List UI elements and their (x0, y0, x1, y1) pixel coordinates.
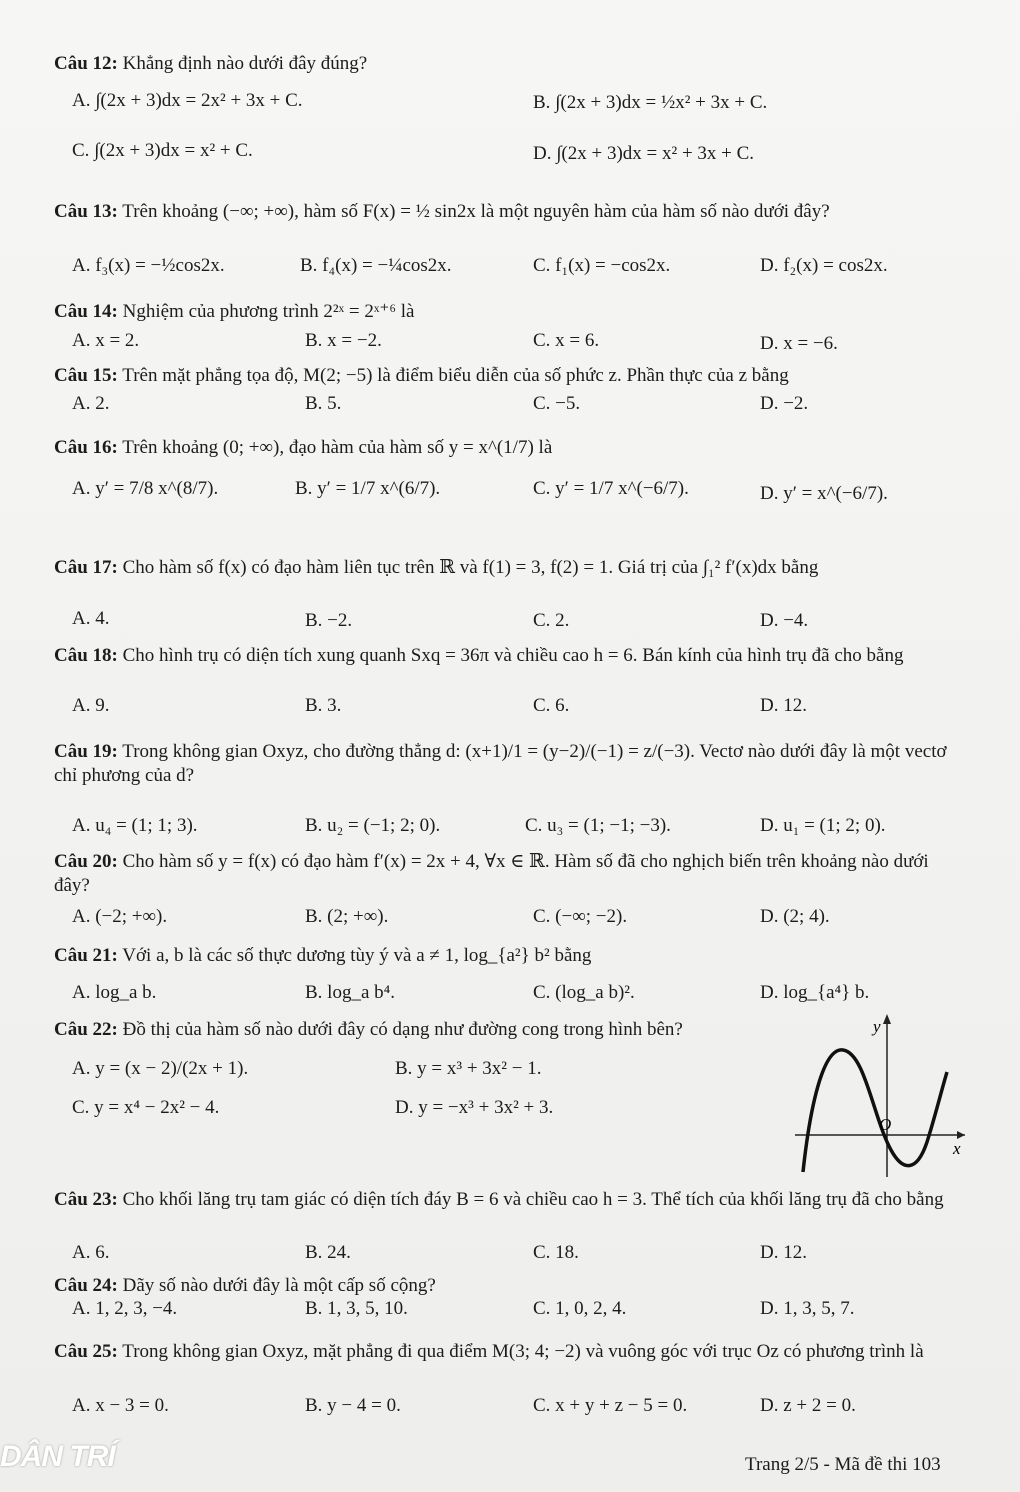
question-number-label: Câu 13: (54, 201, 118, 222)
question-number-label: Câu 20: (54, 851, 118, 872)
q16-option-b: B. y′ = 1/7 x^(6/7). (295, 478, 441, 499)
q18-option-b: B. 3. (305, 695, 342, 716)
q20-option-b: B. (2; +∞). (305, 906, 389, 927)
q20-option-d: D. (2; 4). (760, 906, 830, 927)
cubic-curve-graph (795, 1012, 970, 1180)
q17-option-b: B. −2. (305, 610, 353, 631)
q15-option-b: B. 5. (305, 393, 342, 414)
question-number-label: Câu 22: (54, 1019, 118, 1040)
question-25-stem: Câu 25: Trong không gian Oxyz, mặt phẳng đi qua điểm M(3; 4; −2) và vuông góc với trục Oz có phương trình là (54, 1341, 924, 1362)
question-22-stem: Câu 22: Đồ thị của hàm số nào dưới đây có dạng như đường cong trong hình bên? (54, 1019, 683, 1040)
question-13-stem: Câu 13: Trên khoảng (−∞; +∞), hàm số F(x) = ½ sin2x là một nguyên hàm của hàm số nào dưới đây? (54, 201, 830, 222)
q21-option-b: B. log_a b⁴. (305, 982, 396, 1003)
origin-label: O (879, 1115, 892, 1134)
question-number-label: Câu 21: (54, 945, 118, 966)
question-12-stem: Câu 12: Khẳng định nào dưới đây đúng? (54, 53, 368, 74)
q15-option-a: A. 2. (72, 393, 110, 414)
question-number-label: Câu 19: (54, 741, 118, 762)
question-number-label: Câu 24: (54, 1275, 118, 1296)
q25-option-b: B. y − 4 = 0. (305, 1395, 401, 1416)
q14-option-c: C. x = 6. (533, 330, 600, 351)
question-14-stem: Câu 14: Nghiệm của phương trình 2²ˣ = 2ˣ⁺⁶ là (54, 301, 415, 322)
q18-option-a: A. 9. (72, 695, 110, 716)
q15-option-c: C. −5. (533, 393, 581, 414)
q21-option-a: A. log_a b. (72, 982, 157, 1003)
q22-option-c: C. y = x⁴ − 2x² − 4. (72, 1097, 220, 1118)
question-20-stem: Câu 20: Cho hàm số y = f(x) có đạo hàm f′(x) = 2x + 4, ∀x ∈ ℝ. Hàm số đã cho nghịch biến trên khoảng nào dưới đây? (54, 851, 929, 896)
question-number-label: Câu 15: (54, 365, 118, 386)
question-number-label: Câu 14: (54, 301, 118, 322)
question-number-label: Câu 16: (54, 437, 118, 458)
question-number-label: Câu 23: (54, 1189, 118, 1210)
q22-option-b: B. y = x³ + 3x² − 1. (395, 1058, 542, 1079)
q12-option-a: A. ∫(2x + 3)dx = 2x² + 3x + C. (72, 90, 303, 111)
q16-option-d: D. y′ = x^(−6/7). (760, 483, 888, 504)
q16-option-c: C. y′ = 1/7 x^(−6/7). (533, 478, 689, 499)
x-axis-arrow (957, 1131, 965, 1139)
question-24-stem: Câu 24: Dãy số nào dưới đây là một cấp số cộng? (54, 1275, 436, 1296)
q12-option-d: D. ∫(2x + 3)dx = x² + 3x + C. (533, 143, 755, 164)
q19-option-a: A. u₄ = (1; 1; 3). (72, 815, 198, 836)
q13-option-b: B. f₄(x) = −¼cos2x. (300, 255, 452, 276)
page-footer: Trang 2/5 - Mã đề thi 103 (745, 1454, 941, 1475)
q19-option-c: C. u₃ = (1; −1; −3). (525, 815, 671, 836)
q12-option-c: C. ∫(2x + 3)dx = x² + C. (72, 140, 253, 161)
q22-option-a: A. y = (x − 2)/(2x + 1). (72, 1058, 249, 1079)
q16-option-a: A. y′ = 7/8 x^(8/7). (72, 478, 219, 499)
q18-option-c: C. 6. (533, 695, 570, 716)
question-number-label: Câu 25: (54, 1341, 118, 1362)
question-number-label: Câu 17: (54, 557, 118, 578)
q12-option-b: B. ∫(2x + 3)dx = ½x² + 3x + C. (533, 92, 768, 113)
q24-option-a: A. 1, 2, 3, −4. (72, 1298, 178, 1319)
q15-option-d: D. −2. (760, 393, 809, 414)
q23-option-b: B. 24. (305, 1242, 351, 1263)
question-23-stem: Câu 23: Cho khối lăng trụ tam giác có diện tích đáy B = 6 và chiều cao h = 3. Thể tích của khối lăng trụ đã cho bằng (54, 1189, 944, 1210)
q14-option-b: B. x = −2. (305, 330, 382, 351)
y-axis-label: y (873, 1017, 881, 1036)
question-17-stem: Câu 17: Cho hàm số f(x) có đạo hàm liên tục trên ℝ và f(1) = 3, f(2) = 1. Giá trị của ∫₁² f′(x)dx bằng (54, 557, 819, 578)
q24-option-b: B. 1, 3, 5, 10. (305, 1298, 408, 1319)
q21-option-c: C. (log_a b)². (533, 982, 635, 1003)
dantri-logo: DÂN TRÍ (0, 1440, 115, 1473)
q25-option-a: A. x − 3 = 0. (72, 1395, 169, 1416)
question-19-stem: Câu 19: Trong không gian Oxyz, cho đường thẳng d: (x+1)/1 = (y−2)/(−1) = z/(−3). Vectơ nào dưới đây là một vectơ chỉ phương của d? (54, 741, 947, 786)
question-16-stem: Câu 16: Trên khoảng (0; +∞), đạo hàm của hàm số y = x^(1/7) là (54, 437, 553, 458)
q23-option-c: C. 18. (533, 1242, 579, 1263)
q23-option-d: D. 12. (760, 1242, 807, 1263)
q19-option-d: D. u₁ = (1; 2; 0). (760, 815, 886, 836)
question-number-label: Câu 12: (54, 53, 118, 74)
curve (803, 1050, 947, 1172)
question-number-label: Câu 18: (54, 645, 118, 666)
q20-option-a: A. (−2; +∞). (72, 906, 168, 927)
q13-option-a: A. f₃(x) = −½cos2x. (72, 255, 225, 276)
q19-option-b: B. u₂ = (−1; 2; 0). (305, 815, 441, 836)
q17-option-c: C. 2. (533, 610, 570, 631)
q17-option-d: D. −4. (760, 610, 809, 631)
q14-option-a: A. x = 2. (72, 330, 140, 351)
q17-option-a: A. 4. (72, 608, 110, 629)
question-15-stem: Câu 15: Trên mặt phẳng tọa độ, M(2; −5) là điểm biểu diễn của số phức z. Phần thực của z bằng (54, 365, 789, 386)
q22-option-d: D. y = −x³ + 3x² + 3. (395, 1097, 554, 1118)
y-axis-arrow (883, 1014, 891, 1024)
q21-option-d: D. log_{a⁴} b. (760, 982, 870, 1003)
q25-option-d: D. z + 2 = 0. (760, 1395, 856, 1416)
q24-option-d: D. 1, 3, 5, 7. (760, 1298, 855, 1319)
q13-option-d: D. f₂(x) = cos2x. (760, 255, 888, 276)
question-18-stem: Câu 18: Cho hình trụ có diện tích xung quanh Sxq = 36π và chiều cao h = 6. Bán kính của hình trụ đã cho bằng (54, 645, 904, 666)
q18-option-d: D. 12. (760, 695, 807, 716)
q14-option-d: D. x = −6. (760, 333, 838, 354)
q24-option-c: C. 1, 0, 2, 4. (533, 1298, 627, 1319)
q25-option-c: C. x + y + z − 5 = 0. (533, 1395, 688, 1416)
x-axis-label: x (953, 1139, 961, 1158)
q13-option-c: C. f₁(x) = −cos2x. (533, 255, 671, 276)
q20-option-c: C. (−∞; −2). (533, 906, 628, 927)
question-21-stem: Câu 21: Với a, b là các số thực dương tùy ý và a ≠ 1, log_{a²} b² bằng (54, 945, 592, 966)
q23-option-a: A. 6. (72, 1242, 110, 1263)
